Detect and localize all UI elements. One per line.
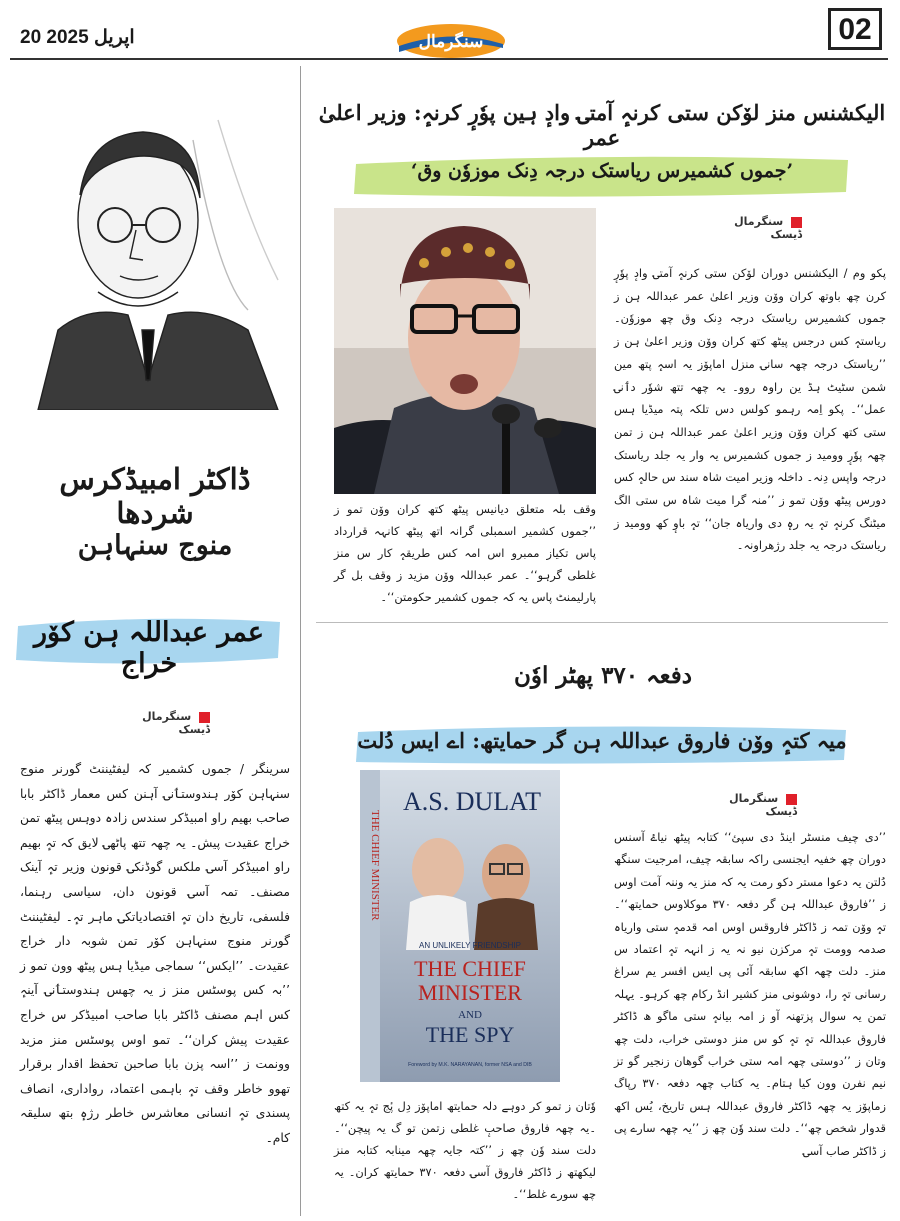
story1-body: پکو وم / الیکشنس دوران لۆکن ستی کرنہٕ آمتۍ وادٕ پوٗرٕ کرن چھ باوتھ کران ووٚن وزیر اعلیٰ عمر عبداللہ ہن ز جموں کشمیرس ریاستک درجہ دِنک وق چھ موزوٗن۔ ریاستہٕ کس درجس پیٹھ کتھ کران ووٚن وزیر اعلیٰ ہن ز ’’ریاستک درجہ چھہ سانۍ منزل اماپۆز یہ اسہٕ پتھ مین شمن سٹیٹ ہڈ ین راوہ روو۔ یہ چھہ تتھ شوٗر دٲنۍ عمل‘‘۔ پکو اِمہ رہمو کولس دس تلکہ پتہ میڈیا ہس ستی کتھ کران ووٚن وزیر اعلیٰ عمر عبداللہ ہن ز تمن چھہ پوٗرٕ وومید ز جموں کشمیرس یہ وار یہ جلد ریاستک درجہ واپس دِنہ۔ داخلہ وزیر امیت شاہ سند س حالہٕ کس دورس پیٹھ ووٚن تمو ز ’’منہ گرا میت شاہ س ستی الگ میٹنگ کرنہٕ تہٕ یہ رہٕ دی واریاہ جان‘‘ تہٕ باوٕ کھ وومید ز ریاستک درجہ یہ جلد رژھراونہ۔	[614, 266, 886, 553]
book-foreword: Foreword by M.K. NARAYANAN, former NSA and DIB	[408, 1062, 532, 1068]
issue-date: 20 اپریل 2025	[20, 27, 135, 48]
story2-byline	[697, 792, 797, 818]
left-article-title: ڈاکٹر امبیڈکرس شردھا	[59, 462, 251, 530]
book-spine-title: THE CHIEF MINISTER	[369, 810, 381, 921]
story1-byline	[712, 215, 802, 241]
book-title-line4: THE SPY	[425, 1022, 515, 1047]
byline-logo-icon	[791, 217, 802, 228]
story2-headline: میہ کتہٕ ووٚن فاروق عبداللہ ہن گر حمایتھ: اے ایس دُلت	[357, 728, 847, 753]
section-divider	[316, 622, 888, 623]
story2-body: ’’دی چیف منسٹر اینڈ دی سپیٔ‘‘ کتابہ پیٹھ نیاۓ آسنس دوران چھ خفیہ ایجنسی راکہ سابقہ چیف، امرجیت سنگھ دُلتن یہ دعوا مستر دکو رمت یہ کہ منز یہ وننہ آمت اوس ز ’’فاروق عبداللہ ہن گر دفعہ ۳۷۰ موکلاوس حمایتھ‘‘۔ تہٕ ووٚن تمہ ز ڈاکٹر فاروقس اوس امہ قدمہٕ ستی واریاہ صدمہ وومت تہٕ مرکزن نیو نہ یہ ز انہہ تہٕ اعتماد س منز۔ دلت چھہ اکھ سابقہ آئی پی ایس افسر یم سراغ رسانی تہٕ را، دوشونی منز کشیر انڈ رکام چھ کرہو۔ یہلہ تمن یہ سوال پزتھنہ آو ز امہ بیانہٕ ستی ماگو ھ ڈاکٹر فاروق عبداللہ تہٕ تہٕ کو س منز دوستی خراب، دلت چھ وتان ز ’’دوستی چھہ امہ ستی خراب گوھان زنجیر گو تز نیم نفرن وون کیا ہتام۔ یہ کتاب چھہ دفعہ ۳۷۰ رپاگ زماپۆز یہ چھہ ڈاکٹر فاروق عبداللہ ہس تاریخ، یُس اکھ قدوار شخص چھ‘‘۔ دلت سند وٗن چھ ز ’’یہ چھہ سارے پی ز ڈاکٹر صاب آسۍ	[614, 830, 887, 1158]
left-article-byline	[110, 710, 210, 736]
book-title-line3: AND	[458, 1009, 482, 1021]
page-number: 02	[828, 8, 882, 50]
book-cover-image	[360, 770, 560, 1082]
header-divider	[10, 58, 888, 60]
newspaper-logo	[395, 22, 507, 60]
byline-logo-icon	[786, 794, 797, 805]
story1-headline: الیکشنس منز لۆکن ستی کرنہٕ آمتۍ وادٕ ہین پوٗرٕ کرنہٕ: وزیر اعلیٰ عمر	[318, 100, 886, 150]
left-article-headline: عمر عبداللہ ہن کوٚر خراج	[34, 617, 264, 679]
omar-abdullah-photo	[334, 208, 596, 494]
book-title-line1: THE CHIEF	[414, 956, 526, 981]
story2-photo-caption: وٗتان ز تمو کر دوہے دلہ حمایتھ اماپۆز دِل پٔج تہٕ یہ کتھ ۔یہ چھہ فاروق صاحبٕ غلطی زتمن تو گ یہ پیچن‘‘۔ دلت سند وٗن چھ ز ’’کتہ جایہ چھہ مینابہ کتابہ منز لیکھتھ ز ڈاکٹر فاروق آسۍ دفعہ ۳۷۰ حمایتھ کران۔ یہ چھ سورے غلط‘‘۔	[334, 1099, 596, 1201]
story2-kicker: دفعہ ۳۷۰ پھٹر اوٗن	[514, 662, 692, 689]
byline-text: سنگرمال ڈیسک	[142, 710, 210, 736]
book-title-line2: MINISTER	[418, 980, 522, 1005]
byline-text: سنگرمال ڈیسک	[734, 215, 802, 241]
left-article-body: سرینگر / جموں کشمیر کہ لیفٹیننٹ گورنر منوج سنہاہن کوٚر ہندوستٲنۍ آہنن کس معمار ڈاکٹر بابا صاحب بھیم راو امبیڈکر سندس زادہ دوہس پیٹھ تمن خراج عقیدت پیش۔ یہ چھہ تتھ پاٹھۍ لایق کہ تہٕ بھیم راو امبیڈکر آسۍ ملکس گوڈنکۍ قونون وزیر تہٕ آینک مصنف۔ تمہ آسۍ قونون دان، سیاسی رہنما، فلسفی، تاریخ دان تہٕ اقتصادیاتکۍ ماہر تہٕ۔ لیفٹیننٹ گورنر منوج سنہاہن کوٚر تمن شوبہ دار خراج عقیدت۔ ’’ایکس‘‘ سماجی میڈیا ہس پیٹھ وون تمو ز ’’بہ کس پوسٹس منز ز یہ چھس ہندوستٲنۍ آینہٕ کس اہم مصنف ڈاکٹر بابا صاحب امبیڈکر س خراج عقیدت پیش کران‘‘۔ تمو اوس پوسٹس منز مزید وونمت ز ’’اسہ پزن بابا صاحبن تحفظ اقدار برقرار تھوو خاطر وقف تہٕ باہمی اعتماد، رواداری، انصاف پسندی تہٕ انسانی معاشرس خاطر رژہٕ بتھ سلیقہ کام۔	[20, 762, 290, 1145]
left-article-author: منوج سنہاہن	[77, 530, 233, 561]
ambedkar-portrait-sketch	[18, 80, 293, 410]
story1-subhead: ’جموں کشمیرس ریاستک درجہ دِنک موزوٗن وق‘	[410, 160, 794, 182]
book-subtitle: AN UNLIKELY FRIENDSHIP	[419, 941, 521, 950]
byline-text: سنگرمال ڈیسک	[729, 792, 797, 818]
logo-text: سنگرمال	[418, 32, 484, 52]
book-author: A.S. DULAT	[403, 787, 541, 816]
byline-logo-icon	[199, 712, 210, 723]
column-divider	[300, 66, 301, 1216]
story1-photo-caption: وقف بلہ متعلق دیانیس پیٹھ کتھ کران ووٚن تمو ز ’’جموں کشمیر اسمبلی گرانہ اتھ پیٹھ کانہہ قرارداد پاس تکیاز ممبرو اس امہ کس طریقہٕ کار س منز غلطی گرہو‘‘۔ عمر عبداللہ ووٚن مزید ز وقف بل گر پارلیمنٹ پاس یہ کہ جموں کشمیر حکومتن‘‘۔	[334, 502, 596, 604]
